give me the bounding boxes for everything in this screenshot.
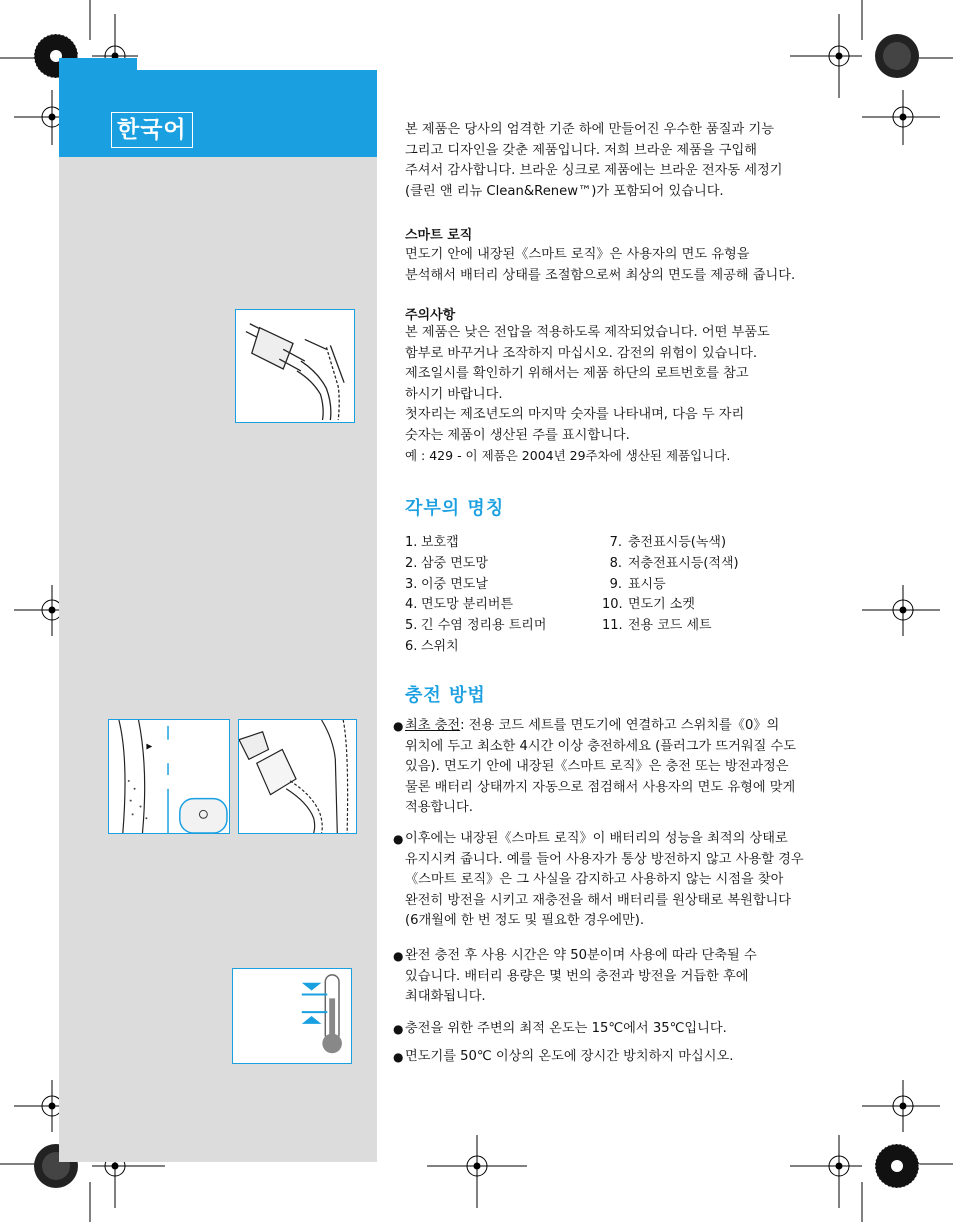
caution-paragraph [405, 323, 770, 468]
thermometer-figure [232, 968, 352, 1064]
caution-line: 첫자리는 제조년도의 마지막 숫자를 나타내며, 다음 두 자리 [405, 407, 745, 422]
list-item: 5. 긴 수염 정리용 트리머 [405, 618, 547, 634]
bullet-line: 이후에는 내장된《스마트 로직》이 배터리의 성능을 최적의 상태로 [405, 831, 788, 846]
plug-icon [236, 310, 354, 422]
thermometer-icon [233, 969, 351, 1063]
list-item: 8. 저충전표시등(적색) [609, 555, 739, 571]
caution-line: 제조일시를 확인하기 위해서는 제품 하단의 로트번호를 참고 [405, 366, 749, 381]
shaver-icon [109, 720, 229, 833]
bullet-line: 면도기를 50℃ 이상의 온도에 장시간 방치하지 마십시오. [405, 1049, 734, 1064]
language-header [59, 70, 377, 157]
intro-line: 그리고 디자인을 갖춘 제품입니다. 저희 브라운 제품을 구입해 [405, 142, 758, 158]
caution-heading: 주의사항 [405, 308, 456, 323]
smart-logic-line: 면도기 안에 내장된《스마트 로직》은 사용자의 면도 유형을 [405, 247, 750, 262]
shaver-figure [108, 719, 230, 834]
smart-logic-heading: 스마트 로직 [405, 228, 473, 243]
bullet-icon: ● [393, 832, 404, 846]
caution-line: 예 : 429 - 이 제품은 2004년 29주차에 생산된 제품입니다. [405, 448, 731, 463]
intro-line: (클린 앤 리뉴 Clean&Renew™)가 포함되어 있습니다. [405, 183, 724, 199]
bullet-line: 최대화됩니다. [405, 989, 486, 1004]
bullet-line: 있음). 면도기 안에 내장된《스마트 로직》은 충전 또는 방전과정은 [405, 759, 789, 774]
plug-icon [239, 720, 356, 833]
bullet-term: 최초 충전 [405, 718, 461, 733]
list-item: 2. 삼중 면도망 [405, 555, 488, 571]
bullet-icon: ● [393, 1022, 404, 1036]
list-item: 10. 면도기 소켓 [602, 597, 695, 613]
intro-paragraph [405, 120, 783, 202]
parts-list-right [602, 533, 739, 637]
caution-line: 하시기 바랍니다. [405, 386, 503, 402]
bullet-line: 완전히 방전을 시키고 재충전을 해서 배터리를 원상태로 복원합니다 [405, 892, 792, 908]
caution-line: 숫자는 제품이 생산된 주를 표시합니다. [405, 427, 630, 443]
list-item: 9. 표시등 [609, 576, 666, 592]
bullet-line: (6개월에 한 번 정도 및 필요한 경우에만). [405, 913, 645, 928]
bullet-line: 있습니다. 배터리 용량은 몇 번의 충전과 방전을 거듭한 후에 [405, 968, 749, 984]
bullet-line: 위치에 두고 최소한 4시간 이상 충전하세요 (플러그가 뜨거워질 수도 [405, 738, 797, 754]
parts-title: 각부의 명칭 [405, 498, 505, 519]
caution-line: 본 제품은 낮은 전압을 적용하도록 제작되었습니다. 어떤 부품도 [405, 325, 770, 340]
intro-line: 본 제품은 당사의 엄격한 기준 하에 만들어진 우수한 품질과 기능 [405, 122, 774, 137]
list-item: 6. 스위치 [405, 638, 459, 654]
list-item: 1. 보호캡 [405, 535, 459, 550]
caution-line: 함부로 바꾸거나 조작하지 마십시오. 감전의 위험이 있습니다. [405, 345, 758, 361]
bullet-icon: ● [393, 1050, 404, 1064]
bullet-line: 《스마트 로직》은 그 사실을 감지하고 사용하지 않는 시점을 찾아 [405, 872, 784, 887]
parts-list-left [405, 533, 546, 658]
language-title: 한국어 [111, 112, 193, 148]
plug-figure [235, 309, 355, 423]
bullet-icon: ● [393, 719, 404, 733]
bullet-line: 적용합니다. [405, 800, 473, 815]
charging-title: 충전 방법 [405, 685, 486, 706]
bullet-line: 물론 배터리 상태까지 자동으로 점검해서 사용자의 면도 유형에 맞게 [405, 779, 796, 795]
intro-line: 주셔서 감사합니다. 브라운 싱크로 제품에는 브라운 전자동 세정기 [405, 163, 783, 178]
smart-logic-paragraph [405, 245, 795, 286]
list-item: 3. 이중 면도날 [405, 576, 488, 592]
socket-figure [238, 719, 357, 834]
bullet-icon: ● [393, 949, 404, 963]
list-item: 4. 면도망 분리버튼 [405, 597, 514, 613]
list-item: 11. 전용 코드 세트 [602, 618, 712, 634]
bullet-line: 유지시켜 줍니다. 예를 들어 사용자가 통상 방전하지 않고 사용할 경우 [405, 851, 804, 867]
smart-logic-line: 분석해서 배터리 상태를 조절함으로써 최상의 면도를 제공해 줍니다. [405, 267, 796, 283]
bullet-line: 충전을 위한 주변의 최적 온도는 15℃에서 35℃입니다. [405, 1021, 727, 1036]
list-item: 7. 충전표시등(녹색) [609, 535, 727, 550]
bullet-line: : 전용 코드 세트를 면도기에 연결하고 스위치를《0》의 [460, 718, 780, 733]
bullet-line: 완전 충전 후 사용 시간은 약 50분이며 사용에 따라 단축될 수 [405, 948, 757, 963]
